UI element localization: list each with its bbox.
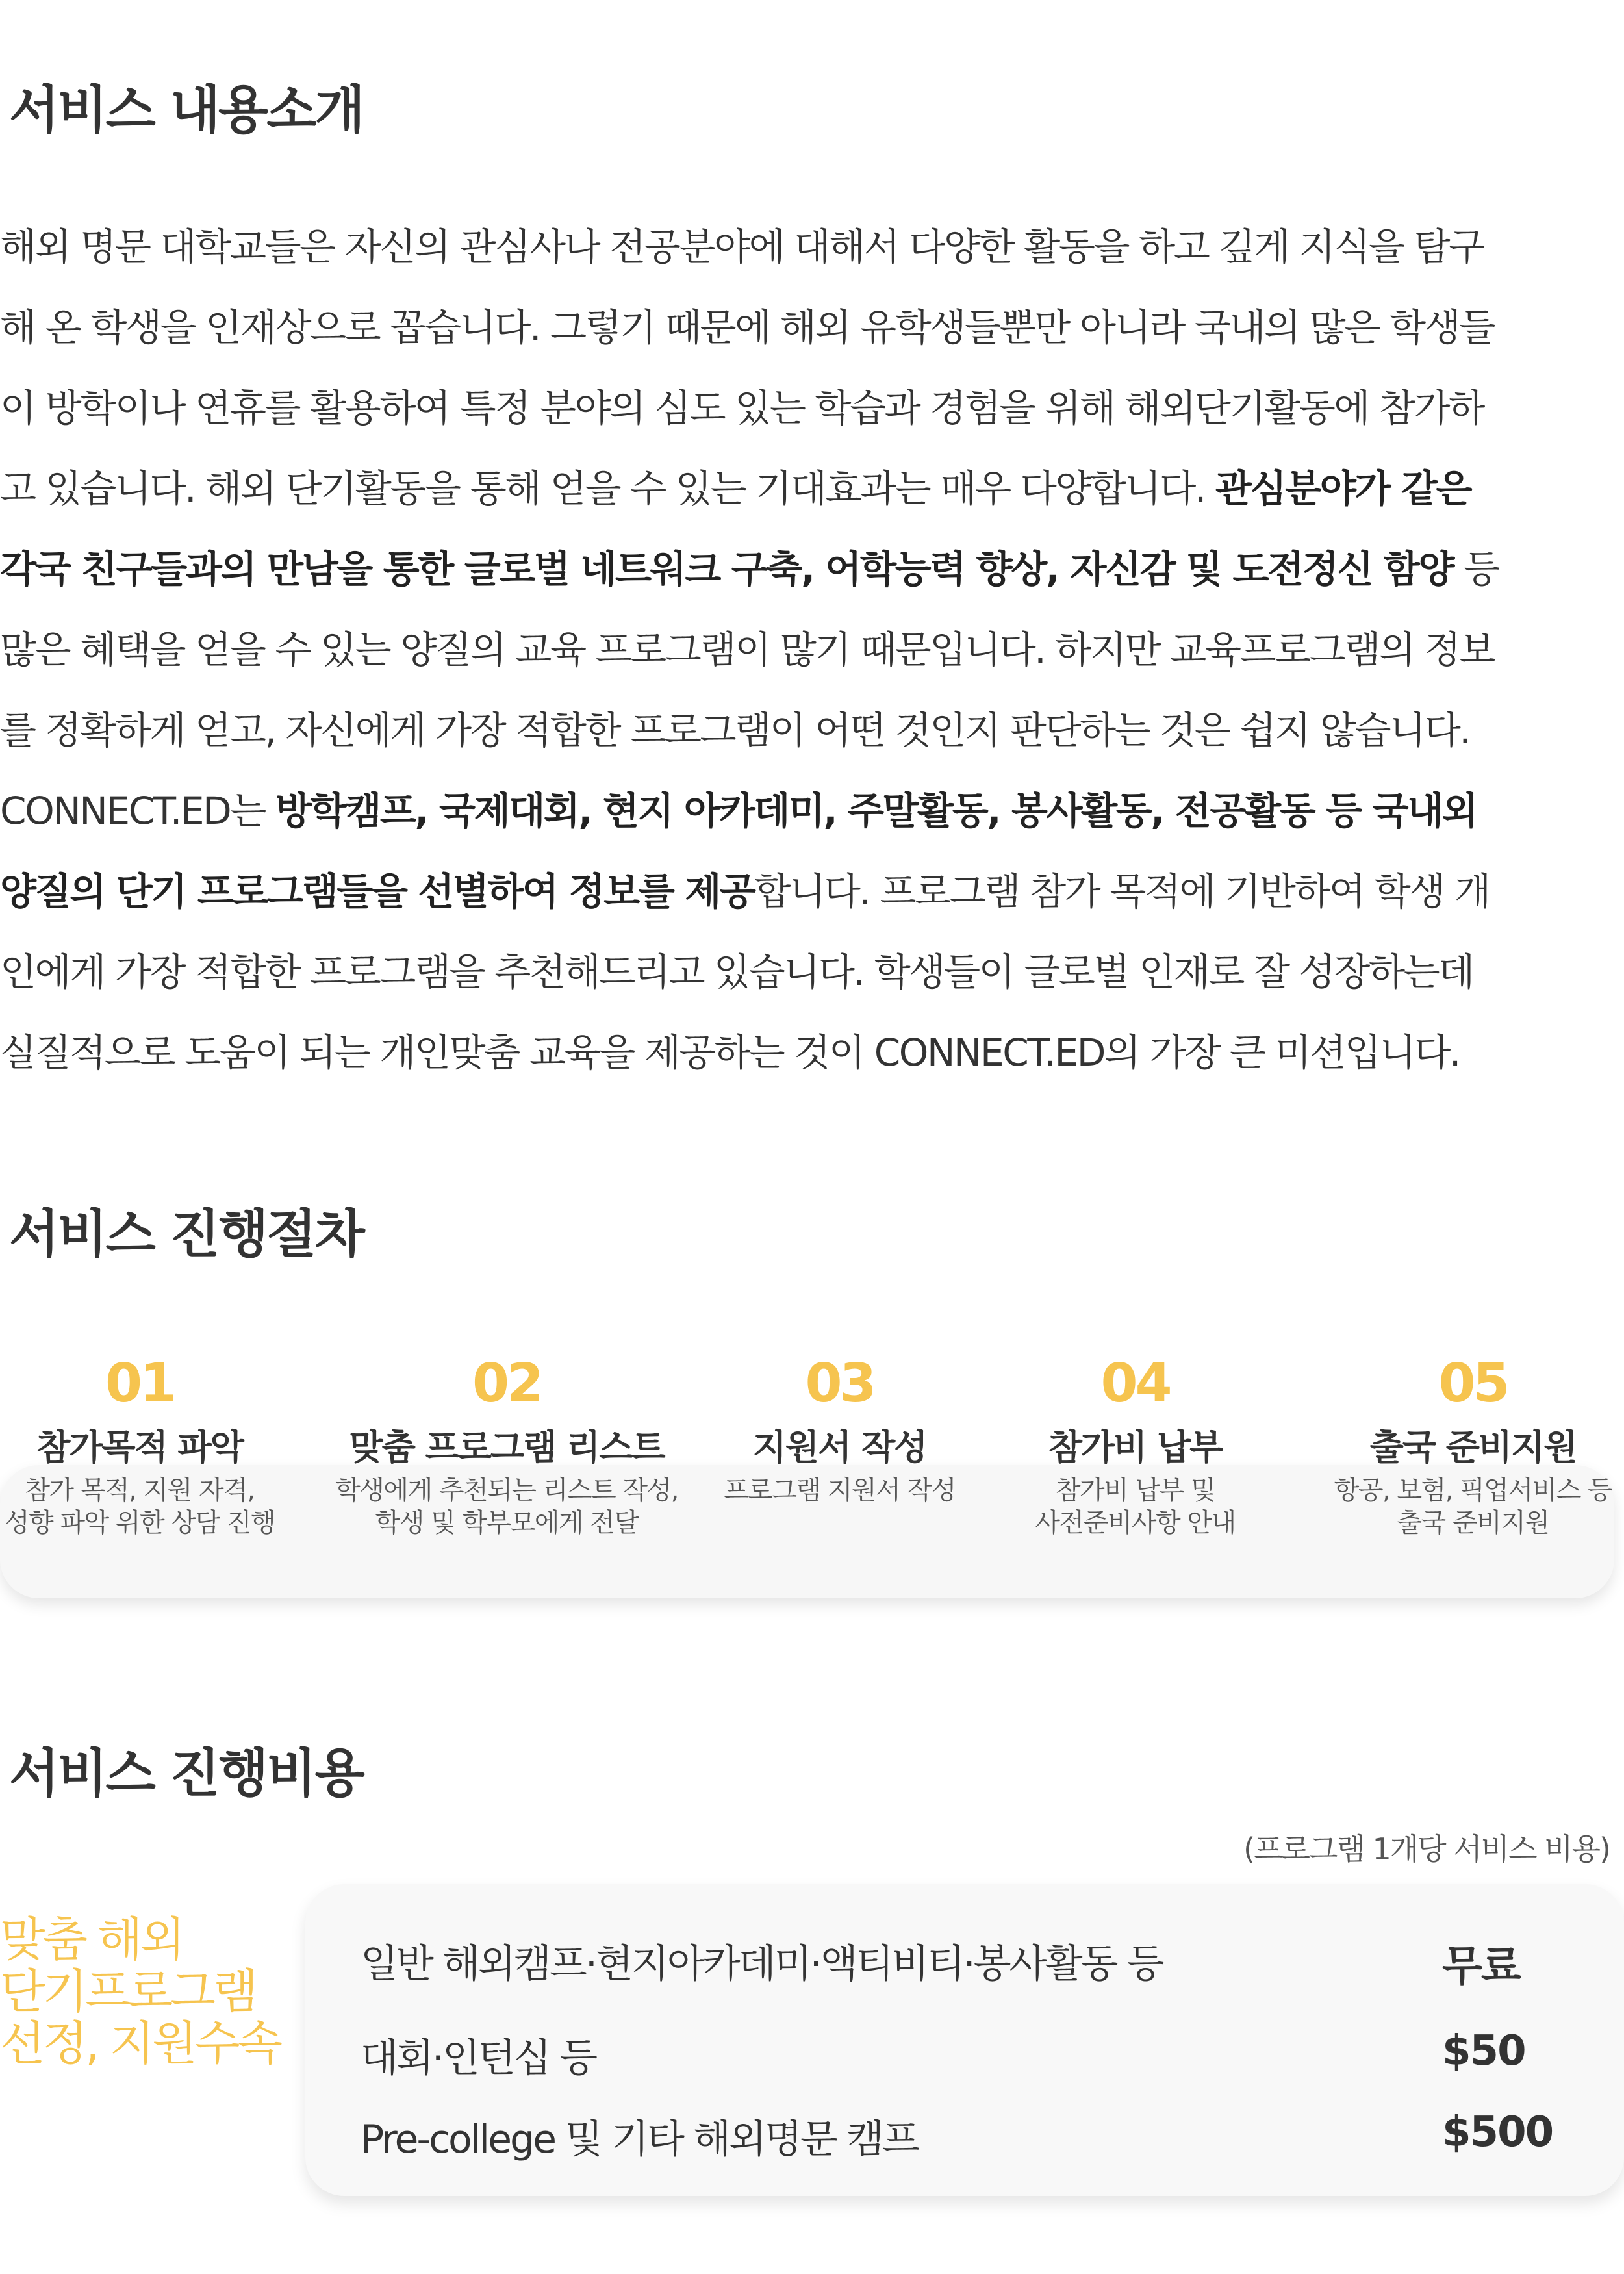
- intro-paragraph: [0, 207, 1624, 1093]
- intro-line: [0, 529, 1624, 609]
- intro-line: 해 온 학생을 인재상으로 꼽습니다. 그렇기 때문에 해외 유학생들뿐만 아니라 국내의 많은 학생들: [0, 305, 1494, 350]
- intro-text: CONNECT.ED는: [0, 789, 276, 833]
- cost-item: Pre-college 및 기타 해외명문 캠프: [361, 2117, 918, 2162]
- step-number: 04: [1100, 1353, 1170, 1414]
- step-description: 참가 목적, 지원 자격,: [25, 1476, 255, 1505]
- cost-row: [361, 2108, 1585, 2160]
- step-description: 성향 파악 위한 상담 진행: [4, 1508, 275, 1538]
- intro-line: 많은 혜택을 얻을 수 있는 양질의 교육 프로그램이 많기 때문입니다. 하지만 교육프로그램의 정보: [0, 628, 1494, 672]
- step-description: 학생에게 추천되는 리스트 작성,: [335, 1476, 678, 1505]
- cost-section-title: 서비스 진행비용: [9, 1743, 363, 1804]
- step-number: 05: [1438, 1353, 1508, 1414]
- step-description: 학생 및 학부모에게 전달: [375, 1508, 639, 1538]
- intro-line: [0, 771, 1624, 851]
- step-number: 03: [805, 1353, 874, 1414]
- cost-table-card: [305, 1884, 1624, 2196]
- step-title: 맞춤 프로그램 리스트: [349, 1427, 665, 1468]
- process-step: [1000, 1351, 1270, 1539]
- cost-label-line: 선정, 지원수속: [0, 2016, 281, 2071]
- process-step: [322, 1351, 692, 1539]
- cost-label-line: 맞춤 해외: [0, 1912, 183, 1967]
- intro-highlight: 관심분야가 같은: [1215, 466, 1471, 511]
- step-description: 항공, 보험, 픽업서비스 등: [1334, 1476, 1612, 1505]
- intro-line: [0, 448, 1624, 529]
- process-step: [0, 1351, 279, 1539]
- step-number: 02: [472, 1353, 542, 1414]
- step-title: 참가비 납부: [1048, 1427, 1223, 1468]
- cost-note: (프로그램 1개당 서비스 비용): [1243, 1832, 1610, 1867]
- step-title: 참가목적 파악: [36, 1427, 243, 1468]
- intro-line: 실질적으로 도움이 되는 개인맞춤 교육을 제공하는 것이 CONNECT.ED의 가장 큰 미션입니다.: [0, 1030, 1460, 1075]
- cost-row: [361, 1933, 1585, 1991]
- intro-section-title: 서비스 내용소개: [9, 80, 363, 140]
- intro-line: 이 방학이나 연휴를 활용하여 특정 분야의 심도 있는 학습과 경험을 위해 해외단기활동에 참가하: [0, 386, 1484, 430]
- intro-highlight: 방학캠프, 국제대회, 현지 아카데미, 주말활동, 봉사활동, 전공활동 등 국내외: [275, 789, 1477, 833]
- cost-price: $50: [1442, 2027, 1525, 2075]
- step-description: 참가비 납부 및: [1055, 1476, 1215, 1505]
- process-step: [711, 1351, 968, 1507]
- intro-highlight: 각국 친구들과의 만남을 통한 글로벌 네트워크 구축, 어학능력 향상, 자신감 및 도전정신 함양: [0, 547, 1454, 591]
- intro-line: 인에게 가장 적합한 프로그램을 추천해드리고 있습니다. 학생들이 글로벌 인재로 잘 성장하는데: [0, 950, 1473, 994]
- intro-highlight: 양질의 단기 프로그램들을 선별하여 정보를 제공: [0, 869, 755, 913]
- intro-text: 등: [1453, 547, 1499, 591]
- intro-text: 합니다. 프로그램 참가 목적에 기반하여 학생 개: [754, 869, 1490, 913]
- cost-label-line: 단기프로그램: [0, 1964, 256, 2019]
- cost-price: 무료: [1442, 1943, 1520, 1991]
- intro-text: 고 있습니다. 해외 단기활동을 통해 얻을 수 있는 기대효과는 매우 다양합니다.: [0, 466, 1215, 511]
- intro-line: 를 정확하게 얻고, 자신에게 가장 적합한 프로그램이 어떤 것인지 판단하는 것은 쉽지 않습니다.: [0, 708, 1470, 752]
- cost-price: $500: [1442, 2108, 1553, 2156]
- step-number: 01: [105, 1353, 175, 1414]
- step-title: 출국 준비지원: [1369, 1427, 1577, 1468]
- intro-line: 해외 명문 대학교들은 자신의 관심사나 전공분야에 대해서 다양한 활동을 하고 깊게 지식을 탐구: [0, 225, 1484, 269]
- cost-row: [361, 2027, 1585, 2079]
- step-description: 출국 준비지원: [1397, 1508, 1549, 1538]
- process-step: [1322, 1351, 1624, 1539]
- intro-line: [0, 851, 1624, 932]
- step-description: 프로그램 지원서 작성: [724, 1476, 956, 1505]
- process-section-title: 서비스 진행절차: [9, 1204, 363, 1264]
- step-description: 사전준비사항 안내: [1035, 1508, 1236, 1538]
- step-title: 지원서 작성: [752, 1427, 927, 1468]
- cost-service-label: [0, 1913, 286, 2069]
- cost-item: 대회·인턴십 등: [361, 2036, 596, 2081]
- cost-item: 일반 해외캠프·현지아카데미·액티비티·봉사활동 등: [361, 1941, 1163, 1987]
